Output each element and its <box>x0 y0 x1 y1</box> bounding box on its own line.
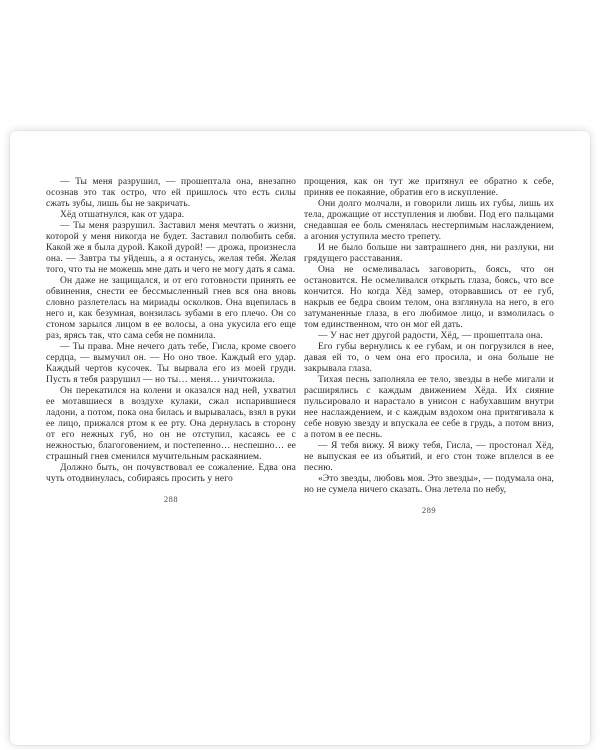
book-page-left <box>46 177 296 515</box>
paragraph: Он перекатился на колени и оказался над ней, ухватил ее мотавшиеся в воздухе кулаки, сжал испарившиеся ладони, а потом, пока она билась и вырывалась, взял в руки ее лицо, прижался ртом к ее рту. Она дернулась в сторону от его нежных губ, но он не отступил, касаясь ее с нежностью, благоговением, и постепенно… неспешно… ее страшный гнев сменился мучительным раскаянием. <box>46 386 296 462</box>
paragraph: — Ты права. Мне нечего дать тебе, Гисла, кроме своего сердца, — вымучил он. — Но оно твое. Каждый его удар. Каждый чертов кусочек. Ты вырвала его из моей груди. Пусть я тебя разрушил — но ты… меня… уничтожила. <box>46 342 296 385</box>
paragraph: — Ты меня разрушил. Заставил меня мечтать о жизни, которой у меня никогда не будет. Заставил полюбить себя. Какой же я была дурой. Какой дурой! — дрожа, произнесла она. — Завтра ты уйдешь, а я останусь, желая тебя. Желая того, что ты не можешь мне дать и чего не могу дать я сама. <box>46 221 296 275</box>
paragraph: Тихая песнь заполняла ее тело, звезды в небе мигали и расширялись с каждым движением Хёда. Их сияние пульсировало и нарастало в унисон с набухавшим внутри нее наслаждением, и с каждым вздохом она притягивала к себе новую звезду и впускала ее себе в грудь, а потом вниз, а потом в ее песнь. <box>304 375 554 440</box>
book-page-right <box>304 177 554 515</box>
book-spread <box>10 131 590 745</box>
pages-container <box>10 131 590 515</box>
paragraph: — Ты меня разрушил, — прошептала она, внезапно осознав это так остро, что ей пришлось что есть силы сжать зубы, лишь бы не закричать. <box>46 177 296 209</box>
paragraph: Хёд отшатнулся, как от удара. <box>60 210 185 220</box>
paragraph-continuation: прощения, как он тут же притянул ее обратно к себе, приняв ее покаяние, обратив его в искупление. <box>304 177 554 198</box>
paragraph: Они долго молчали, и говорили лишь их губы, лишь их тела, дрожащие от исступления и любви. Под его пальцами снедавшая ее боль сменялась нестерпимым наслаждением, а агония уступила место трепету. <box>304 199 554 242</box>
paragraph: «Это звезды, любовь моя. Это звезды», — подумала она, но не сумела ничего сказать. Она летела по небу, <box>304 474 554 495</box>
paragraph: Его губы вернулись к ее губам, и он погрузился в нее, давая ей то, о чем она его просила, и она больше не закрывала глаза. <box>304 342 554 374</box>
page-number-left: 288 <box>163 494 179 504</box>
page-number-right: 289 <box>421 505 437 515</box>
paragraph: Он даже не защищался, и от его готовности принять ее обвинения, снести ее бессмысленный гнев вся она вновь словно разлетелась на мириады осколков. Она вцепилась в него и, как безумная, вонзилась зубами в его плечо. Он со стоном зарылся лицом в ее волосы, а она укусила его еще раз, ярясь так, что сама себя не помнила. <box>46 276 296 341</box>
paragraph: — Я тебя вижу. Я вижу тебя, Гисла, — простонал Хёд, не выпуская ее из объятий, и его стон тоже вплелся в ее песню. <box>304 441 554 473</box>
paragraph: Должно быть, он почувствовал ее сожаление. Едва она чуть отодвинулась, собираясь просить у него <box>46 463 296 484</box>
paragraph: Она не осмеливалась заговорить, боясь, что он остановится. Не осмеливался открыть глаза, боясь, что все кончится. Но когда Хёд замер, оторвавшись от ее губ, накрыв ее бедра своим телом, она взглянула на него, в его затуманенные глаза, в его любимое лицо, и взмолилась о том единственном, что он мог ей дать. <box>304 265 554 330</box>
paragraph: — У нас нет другой радости, Хёд, — прошептала она. <box>318 331 543 341</box>
paragraph: И не было больше ни завтрашнего дня, ни разлуки, ни грядущего расставания. <box>304 243 554 264</box>
